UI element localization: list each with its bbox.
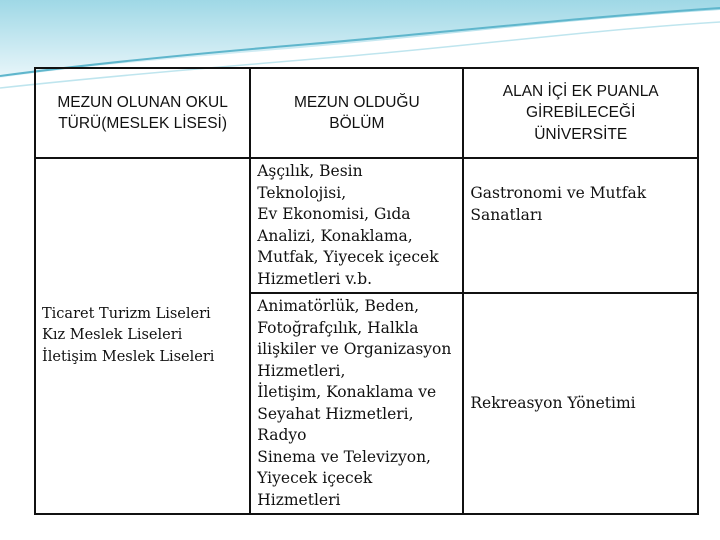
header-line: TÜRÜ(MESLEK LİSESİ) <box>58 115 228 132</box>
school-type-item: Kız Meslek Liseleri <box>42 327 183 344</box>
header-line: ALAN İÇİ EK PUANLA <box>502 82 659 100</box>
department-line: Ev Ekonomisi, Gıda <box>257 205 411 223</box>
department-cell <box>250 293 463 514</box>
university-line: Sanatları <box>470 205 543 224</box>
department-line: Analizi, Konaklama, <box>257 226 413 245</box>
header-line: MEZUN OLUNAN OKUL <box>57 93 228 111</box>
department-line: ilişkiler ve Organizasyon <box>257 340 452 358</box>
header-line: ÜNİVERSİTE <box>534 125 628 143</box>
table-header-row <box>35 68 698 158</box>
department-line: Hizmetleri v.b. <box>257 269 373 288</box>
header-school-type <box>35 68 250 158</box>
university-line: Rekreasyon Yönetimi <box>470 393 636 412</box>
school-type-item: Ticaret Turizm Liseleri <box>42 305 211 322</box>
table-row <box>35 158 698 293</box>
header-department <box>250 68 463 158</box>
department-line: Fotoğrafçılık, Halkla <box>257 318 419 337</box>
department-line: Mutfak, Yiyecek içecek <box>257 248 439 266</box>
department-cell <box>250 158 463 293</box>
university-line: Gastronomi ve Mutfak <box>470 184 647 202</box>
department-line: Hizmetleri, <box>257 361 346 380</box>
header-line: GİREBİLECEĞİ <box>525 104 636 122</box>
department-line: Animatörlük, Beden, <box>257 297 420 315</box>
curriculum-table-wrapper <box>34 67 699 515</box>
header-line: BÖLÜM <box>329 115 385 132</box>
department-line: İletişim, Konaklama ve <box>257 383 437 401</box>
school-types-cell <box>35 158 250 514</box>
university-cell <box>463 293 698 514</box>
header-line: MEZUN OLDUĞU <box>293 93 420 111</box>
department-line: Sinema ve Televizyon, <box>257 447 431 466</box>
curriculum-table <box>34 67 699 515</box>
department-line: Aşçılık, Besin Teknolojisi, <box>257 162 363 202</box>
department-line: Yiyecek içecek Hizmetleri <box>257 469 373 509</box>
university-cell <box>463 158 698 293</box>
school-type-item: İletişim Meslek Liseleri <box>42 348 215 365</box>
header-university <box>463 68 698 158</box>
department-line: Seyahat Hizmetleri, Radyo <box>257 404 414 444</box>
